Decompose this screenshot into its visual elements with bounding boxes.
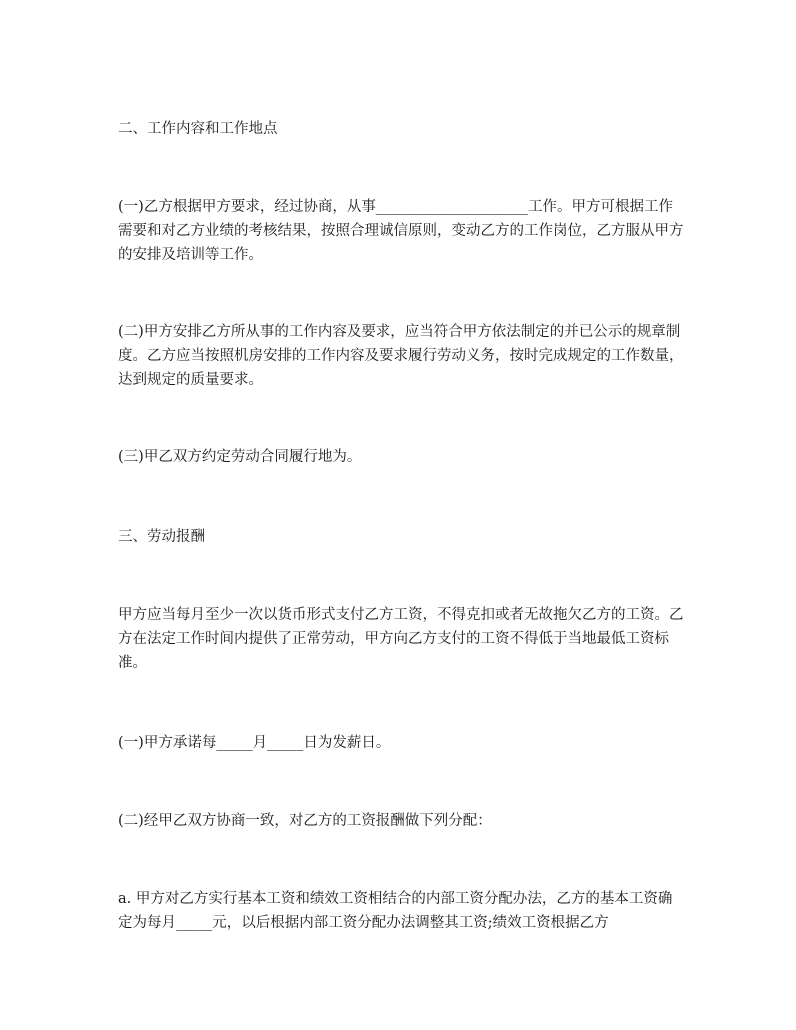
clause-job-assignment: (一)乙方根据甲方要求，经过协商，从事_____________________工作。甲方可根据工作需要和对乙方业绩的考核结果，按照合理诚信原则，变动乙方的工作岗位，乙方服从甲方的安排及培训等工作。: [118, 199, 684, 263]
section-heading-work-content: 二、工作内容和工作地点: [118, 121, 278, 137]
clause-payday: (一)甲方承诺每_____月_____日为发薪日。: [118, 735, 391, 751]
clause-work-location: (三)甲乙双方约定劳动合同履行地为。: [118, 449, 362, 465]
clause-work-requirements: (二)甲方安排乙方所从事的工作内容及要求，应当符合甲方依法制定的并已公示的规章制度。乙方应当按照机房安排的工作内容及要求履行劳动义务，按时完成规定的工作数量，达到规定的质量要求。: [118, 324, 684, 388]
clause-wage-distribution: (二)经甲乙双方协商一致，对乙方的工资报酬做下列分配：: [118, 813, 492, 829]
paragraph-wage-payment: 甲方应当每月至少一次以货币形式支付乙方工资，不得克扣或者无故拖欠乙方的工资。乙方在法定工作时间内提供了正常劳动，甲方向乙方支付的工资不得低于当地最低工资标准。: [118, 607, 684, 671]
section-heading-remuneration: 三、劳动报酬: [118, 529, 205, 545]
clause-base-and-performance-pay: a. 甲方对乙方实行基本工资和绩效工资相结合的内部工资分配办法，乙方的基本工资确定为每月_____元，以后根据内部工资分配办法调整其工资;绩效工资根据乙方: [118, 891, 673, 931]
